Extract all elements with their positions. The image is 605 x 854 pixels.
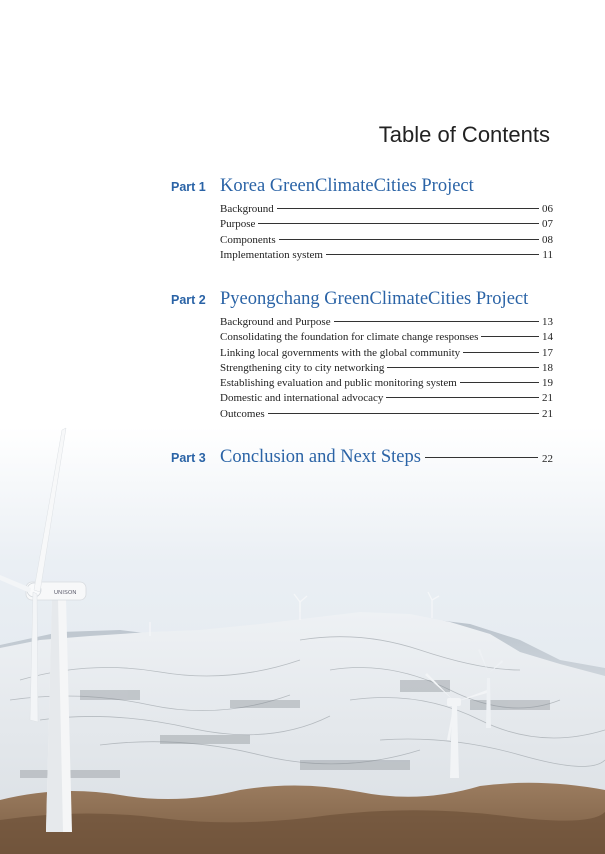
page-title: Table of Contents xyxy=(378,122,550,147)
dot-leader xyxy=(425,457,538,458)
toc-entry[interactable] xyxy=(220,218,553,233)
toc-entry-list xyxy=(220,316,553,423)
turbine-nacelle-text: UNISON xyxy=(54,590,77,596)
toc-entry[interactable] xyxy=(220,377,553,392)
toc-entry[interactable] xyxy=(220,392,553,407)
toc-entry-label: Components xyxy=(220,233,276,246)
toc-entry-page: 06 xyxy=(542,203,553,215)
dot-leader xyxy=(386,397,539,398)
toc-part-3 xyxy=(171,447,553,471)
dot-leader xyxy=(326,254,539,255)
dot-leader xyxy=(481,336,539,337)
toc-entry[interactable] xyxy=(220,249,553,264)
toc-entry-label: Linking local governments with the global community xyxy=(220,346,461,359)
toc-entry-label: Strengthening city to city networking xyxy=(220,361,385,374)
part-title: Conclusion and Next Steps xyxy=(220,447,421,467)
toc-entry-page: 07 xyxy=(542,218,553,231)
part-heading[interactable] xyxy=(171,447,553,471)
dot-leader xyxy=(334,321,539,322)
toc-entry[interactable] xyxy=(220,408,553,423)
part-heading[interactable] xyxy=(171,289,553,313)
toc-entry[interactable] xyxy=(220,331,553,346)
toc-entry-label: Purpose xyxy=(220,218,256,231)
part-title: Korea GreenClimateCities Project xyxy=(220,176,474,196)
toc-entry-label: Establishing evaluation and public monitoring system xyxy=(220,377,457,390)
dot-leader xyxy=(279,239,539,240)
toc-entry-page: 18 xyxy=(542,361,553,374)
dot-leader xyxy=(460,382,539,383)
toc-entry-label: Implementation system xyxy=(220,248,323,261)
part-label: Part 2 xyxy=(171,293,206,307)
toc-entry-label: Domestic and international advocacy xyxy=(220,392,384,405)
toc-entry[interactable] xyxy=(220,347,553,362)
dot-leader xyxy=(258,223,539,224)
toc-entry-label: Background and Purpose xyxy=(220,316,331,328)
toc-entry[interactable] xyxy=(220,203,553,218)
toc-entry-label: Background xyxy=(220,203,274,215)
toc-entry-page: 13 xyxy=(542,316,553,328)
toc-entry[interactable] xyxy=(220,234,553,249)
dot-leader xyxy=(463,352,539,353)
part-title: Pyeongchang GreenClimateCities Project xyxy=(220,289,529,309)
part-label: Part 3 xyxy=(171,451,206,465)
part-heading[interactable] xyxy=(171,176,553,200)
part-page: 22 xyxy=(542,453,553,465)
dot-leader xyxy=(268,413,539,414)
toc-entry-page: 17 xyxy=(542,346,553,359)
toc-entry-page: 11 xyxy=(542,248,553,261)
toc-entry-label: Outcomes xyxy=(220,407,265,420)
dot-leader xyxy=(277,208,539,209)
toc-entry-page: 14 xyxy=(542,331,553,344)
toc-entry-page: 21 xyxy=(542,407,553,420)
toc-entry-page: 21 xyxy=(542,392,553,405)
toc-entry[interactable] xyxy=(220,362,553,377)
part-label: Part 1 xyxy=(171,180,206,194)
toc-entry-label: Consolidating the foundation for climate change responses xyxy=(220,331,479,344)
toc-part-2 xyxy=(171,289,553,423)
toc-part-1 xyxy=(171,176,553,264)
dot-leader xyxy=(387,367,539,368)
toc-entry[interactable] xyxy=(220,316,553,331)
toc-entry-list xyxy=(220,203,553,264)
toc-entry-page: 08 xyxy=(542,233,553,246)
toc-entry-page: 19 xyxy=(542,377,553,390)
